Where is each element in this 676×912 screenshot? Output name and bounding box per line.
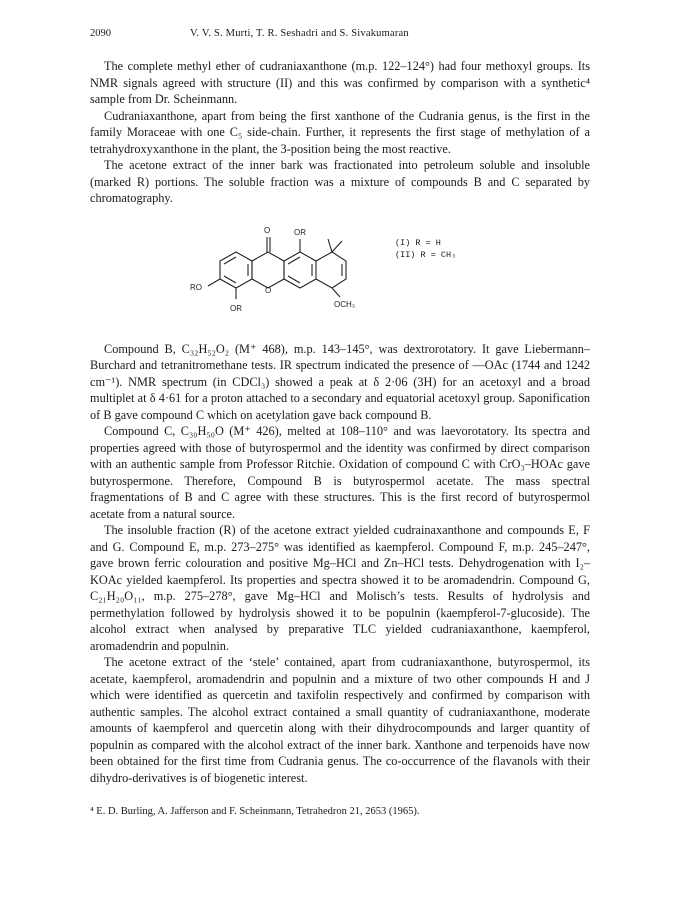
ro-label: RO	[190, 282, 202, 292]
xanthone-structure-drawing	[90, 217, 390, 335]
xanthone-structure-figure	[90, 217, 590, 335]
running-title: V. V. S. Murti, T. R. Seshadri and S. Sivakumaran	[190, 28, 409, 39]
paragraph-2: Cudraniaxanthone, apart from being the first xanthone of the Cudrania genus, is the first in the family Moraceae with one C₅ side-chain. Further, it represents the first stage of methylation of a tetrahydroxyxanthone in the plant, the 3-position being the most reactive.	[90, 108, 590, 156]
legend-compound-i: (I) R = H	[395, 237, 441, 248]
article-body	[90, 58, 590, 786]
page-header	[90, 28, 590, 44]
page-number: 2090	[90, 28, 111, 39]
paragraph-3: The acetone extract of the inner bark was fractionated into petroleum soluble and insoluble (marked R) portions. The soluble fraction was a mixture of compounds B and C separated by chromatography.	[90, 158, 590, 205]
carbonyl-o-label: O	[264, 225, 271, 235]
or-bottom-label: OR	[230, 303, 242, 313]
paragraph-5: Compound C, C₃₀H₅₀O (M⁺ 426), melted at 108–110° and was laevorotatory. Its spectra and properties agreed with those of butyrospermol and the identity was confirmed by direct comparison with an authentic sample from Professor Ritchie. Oxidation of compound C with CrO₃–HOAc gave butyrospermone. Therefore, Compound B is butyrospermol acetate. The mass spectral fragmentations of B and C agree with these structures. This is the first record of butyrospermol acetate from a natural source.	[90, 424, 590, 521]
ring-o-label: O	[265, 285, 272, 295]
paragraph-4: Compound B, C₃₂H₅₂O₂ (M⁺ 468), m.p. 143–145°, was dextrorotatory. It gave Liebermann–Burchard and tetranitromethane tests. IR spectrum indicated the presence of —OAc (1744 and 1242 cm⁻¹). NMR spectrum (in CDCl₃) showed a peak at δ 2·06 (3H) for an acetoxyl and a broad multiplet at δ 4·61 for a proton attached to a secondary and equatorial acetoxyl group. Saponification of B gave compound C which on acetylation gave back compound B.	[90, 341, 590, 422]
paragraph-7: The acetone extract of the ‘stele’ contained, apart from cudraniaxanthone, butyrospermol, its acetate, kaempferol, aromadendrin and populnin and a mixture of two other compounds H and J which were identified as quercetin and taxifolin respectively and confirmed by comparison with authentic samples. The alcohol extract contained a small quantity of cudraniaxanthone, moderate amounts of kaempferol and quercetin along with their dihydrocompounds and larger quantity of populnin as compared with the alcohol extract of the inner bark. Xanthone and terpenoids have now been obtained for the first time from Cudrania genus. The co-occurrence of the flavanols with their dihydro-derivatives is of biogenetic interest.	[90, 655, 590, 785]
och3-label: OCH₃	[334, 299, 356, 309]
paragraph-1: The complete methyl ether of cudraniaxanthone (m.p. 122–124°) had four methoxyl groups. Its NMR signals agreed with structure (II) and this was confirmed by comparison with a synthetic⁴ sample from Dr. Scheinmann.	[90, 59, 590, 106]
paragraph-6: The insoluble fraction (R) of the acetone extract yielded cudrainaxanthone and compounds E, F and G. Compound E, m.p. 273–275° was identified as kaempferol. Compound F, m.p. 245–247°, gave brown ferric colouration and positive Mg–HCl and Zn–HCl tests. Dehydrogenation with I₂–KOAc yielded kaempferol. Its properties and spectra showed it to be aromadendrin. Compound G, C₂₁H₂₀O₁₁, m.p. 275–278°, gave Mg–HCl and Molisch’s tests. Results of hydrolysis and permethylation followed by hydrolysis showed it to be populnin (kaempferol-7-glucoside). The alcohol extract when analysed by preparative TLC yielded cudraniaxanthone, kaempferol, aromadendrin and populnin.	[90, 523, 590, 653]
footnote: ⁴ E. D. Burling, A. Jafferson and F. Scheinmann, Tetrahedron 21, 2653 (1965).	[90, 806, 420, 817]
or-top-label: OR	[294, 227, 306, 237]
legend-compound-ii: (II) R = CH₃	[395, 249, 457, 260]
structure-legend	[395, 237, 456, 261]
